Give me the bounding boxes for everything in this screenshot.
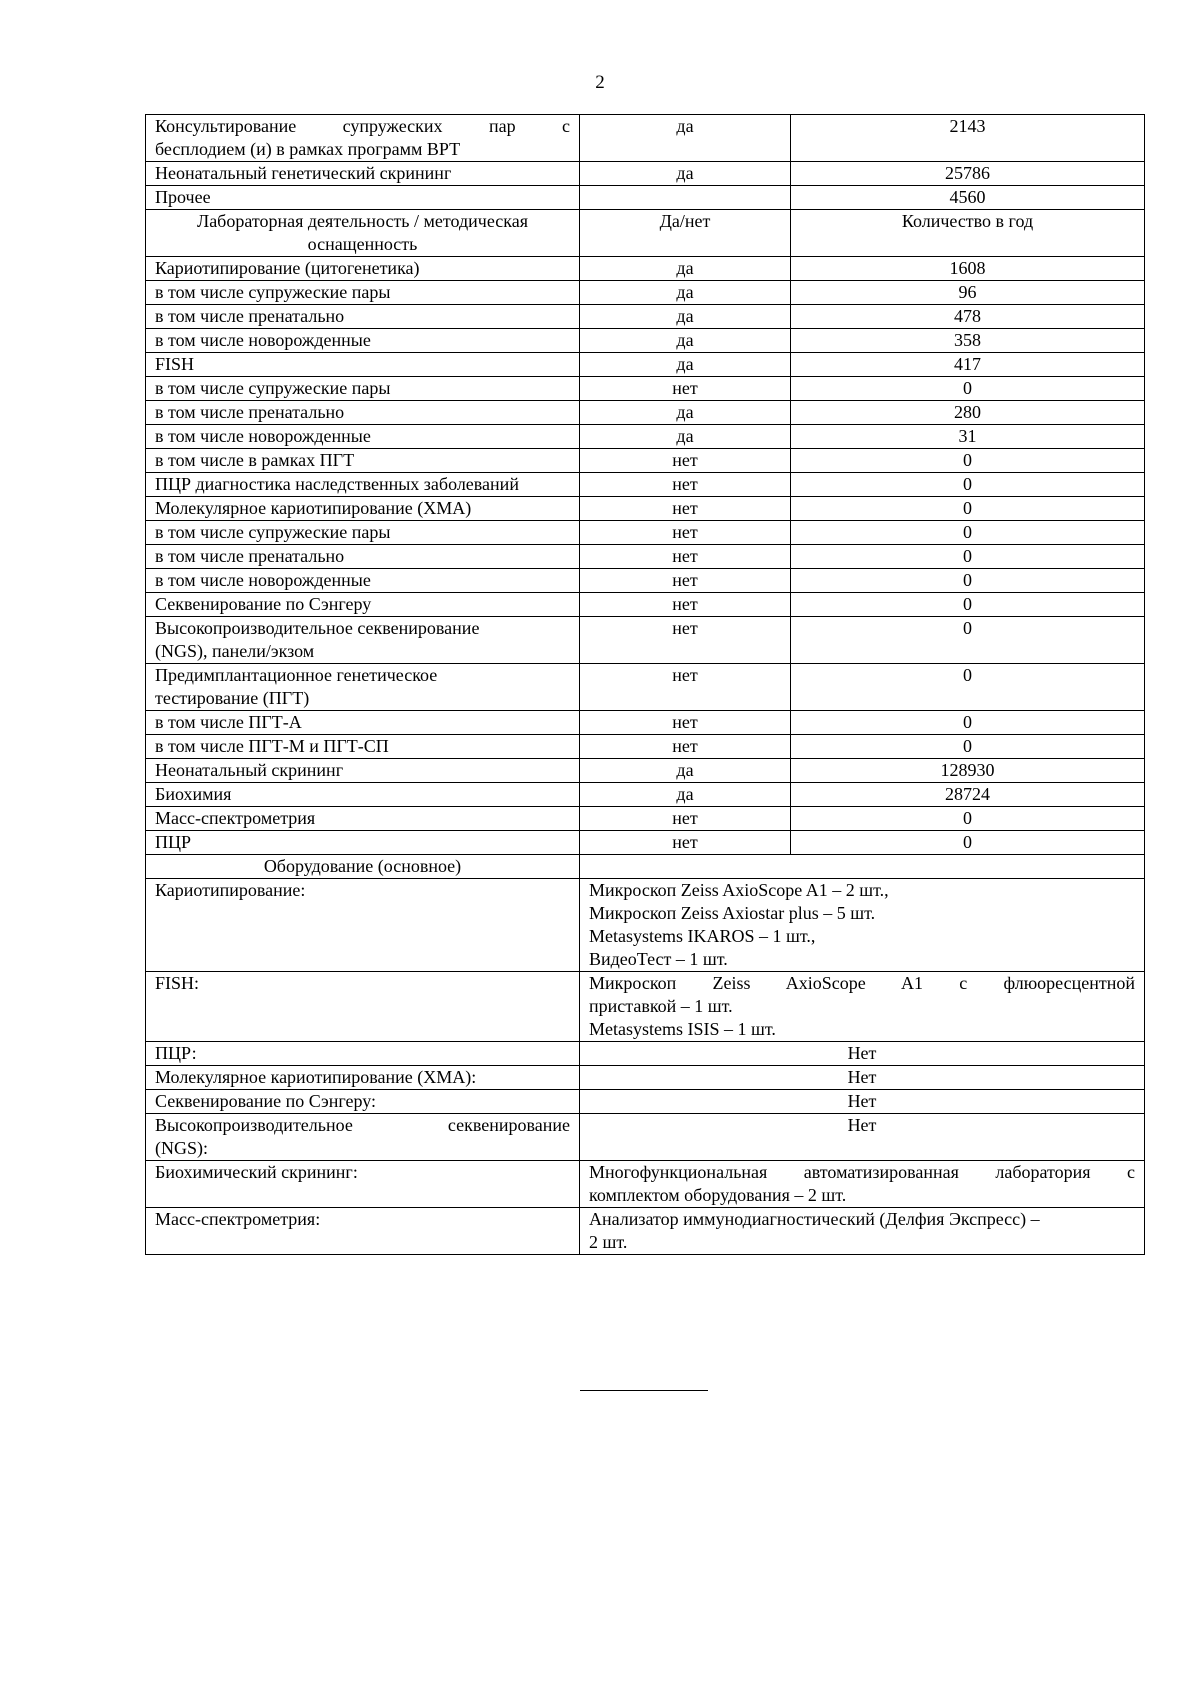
equipment-row xyxy=(146,1042,1145,1066)
equipment-name: Кариотипирование: xyxy=(146,879,580,972)
row-flag: нет xyxy=(580,664,791,711)
row-flag: нет xyxy=(580,521,791,545)
row-count: 25786 xyxy=(791,162,1145,186)
equipment-name: Биохимический скрининг: xyxy=(146,1161,580,1208)
page-number: 2 xyxy=(595,72,605,93)
equipment-row xyxy=(146,1208,1145,1255)
row-count: 0 xyxy=(791,521,1145,545)
table-row xyxy=(146,281,1145,305)
row-flag: нет xyxy=(580,569,791,593)
lab-header-count: Количество в год xyxy=(791,210,1145,257)
equipment-value: Нет xyxy=(580,1114,1145,1161)
table-row xyxy=(146,807,1145,831)
row-name: Биохимия xyxy=(146,783,580,807)
table-row xyxy=(146,617,1145,664)
equipment-rows xyxy=(146,879,1145,1255)
equipment-row xyxy=(146,879,1145,972)
equipment-name: Высокопроизводительное секвенирование (NGS): xyxy=(146,1114,580,1161)
table-row xyxy=(146,305,1145,329)
row-count: 0 xyxy=(791,807,1145,831)
table-row xyxy=(146,593,1145,617)
table-row xyxy=(146,521,1145,545)
row-flag: нет xyxy=(580,497,791,521)
row-name: в том числе супружеские пары xyxy=(146,521,580,545)
table-row xyxy=(146,664,1145,711)
row-count: 4560 xyxy=(791,186,1145,210)
row-name: Предимплантационное генетическое тестирование (ПГТ) xyxy=(146,664,580,711)
row-count: 280 xyxy=(791,401,1145,425)
row-flag: нет xyxy=(580,593,791,617)
table-row xyxy=(146,711,1145,735)
row-name: в том числе супружеские пары xyxy=(146,281,580,305)
row-name: Масс-спектрометрия xyxy=(146,807,580,831)
row-flag: да xyxy=(580,329,791,353)
equipment-row xyxy=(146,1114,1145,1161)
row-name: в том числе пренатально xyxy=(146,305,580,329)
lab-header-flag: Да/нет xyxy=(580,210,791,257)
row-name: Секвенирование по Сэнгеру xyxy=(146,593,580,617)
row-name: Кариотипирование (цитогенетика) xyxy=(146,257,580,281)
table-row xyxy=(146,162,1145,186)
row-count: 417 xyxy=(791,353,1145,377)
table-row xyxy=(146,377,1145,401)
row-count: 478 xyxy=(791,305,1145,329)
row-name: в том числе новорожденные xyxy=(146,329,580,353)
table-row xyxy=(146,115,1145,162)
row-flag: нет xyxy=(580,617,791,664)
row-flag: да xyxy=(580,783,791,807)
row-count: 0 xyxy=(791,473,1145,497)
row-count: 358 xyxy=(791,329,1145,353)
row-name: в том числе в рамках ПГТ xyxy=(146,449,580,473)
row-flag: нет xyxy=(580,735,791,759)
row-flag: да xyxy=(580,759,791,783)
row-name: в том числе новорожденные xyxy=(146,569,580,593)
row-name: в том числе новорожденные xyxy=(146,425,580,449)
row-name: ПЦР диагностика наследственных заболеваний xyxy=(146,473,580,497)
equipment-row xyxy=(146,972,1145,1042)
equipment-value: Анализатор иммунодиагностический (Делфия Экспресс) – 2 шт. xyxy=(580,1208,1145,1255)
equipment-name: Секвенирование по Сэнгеру: xyxy=(146,1090,580,1114)
row-count: 128930 xyxy=(791,759,1145,783)
row-count: 0 xyxy=(791,735,1145,759)
table-row xyxy=(146,353,1145,377)
row-flag: да xyxy=(580,305,791,329)
lab-header-activity: Лабораторная деятельность / методическая оснащенность xyxy=(146,210,580,257)
row-count: 0 xyxy=(791,449,1145,473)
equipment-row xyxy=(146,1066,1145,1090)
equipment-value: Нет xyxy=(580,1042,1145,1066)
table-row xyxy=(146,401,1145,425)
table-row xyxy=(146,329,1145,353)
row-count: 0 xyxy=(791,593,1145,617)
row-flag: да xyxy=(580,353,791,377)
lab-header-row xyxy=(146,210,1145,257)
row-count: 28724 xyxy=(791,783,1145,807)
row-count: 0 xyxy=(791,831,1145,855)
row-flag: нет xyxy=(580,377,791,401)
row-flag: да xyxy=(580,257,791,281)
row-count: 0 xyxy=(791,497,1145,521)
equipment-name: FISH: xyxy=(146,972,580,1042)
row-name: в том числе ПГТ-М и ПГТ-СП xyxy=(146,735,580,759)
row-name: Консультирование супружеских пар с бесплодием (и) в рамках программ ВРТ xyxy=(146,115,580,162)
table-row xyxy=(146,545,1145,569)
row-count: 1608 xyxy=(791,257,1145,281)
equipment-row xyxy=(146,1090,1145,1114)
row-name: в том числе ПГТ-А xyxy=(146,711,580,735)
row-flag: да xyxy=(580,425,791,449)
row-flag: да xyxy=(580,401,791,425)
row-count: 0 xyxy=(791,711,1145,735)
table-row xyxy=(146,783,1145,807)
equipment-value: Микроскоп Zeiss AxioScope A1 – 2 шт., Микроскоп Zeiss Axiostar plus – 5 шт. Metasystems IKAROS – 1 шт., ВидеоТест – 1 шт. xyxy=(580,879,1145,972)
equipment-name: Масс-спектрометрия: xyxy=(146,1208,580,1255)
table-row xyxy=(146,425,1145,449)
equipment-row xyxy=(146,1161,1145,1208)
row-name: в том числе пренатально xyxy=(146,401,580,425)
end-divider xyxy=(580,1390,708,1391)
equipment-name: Молекулярное кариотипирование (ХМА): xyxy=(146,1066,580,1090)
table-row xyxy=(146,735,1145,759)
equipment-value: Нет xyxy=(580,1090,1145,1114)
row-count: 0 xyxy=(791,617,1145,664)
equipment-name: ПЦР: xyxy=(146,1042,580,1066)
row-name: в том числе супружеские пары xyxy=(146,377,580,401)
row-flag: да xyxy=(580,281,791,305)
table-row xyxy=(146,473,1145,497)
row-flag: нет xyxy=(580,831,791,855)
equipment-header-row xyxy=(146,855,1145,879)
row-count: 2143 xyxy=(791,115,1145,162)
row-name: Неонатальный скрининг xyxy=(146,759,580,783)
row-name: FISH xyxy=(146,353,580,377)
row-count: 96 xyxy=(791,281,1145,305)
row-count: 0 xyxy=(791,664,1145,711)
row-flag: нет xyxy=(580,473,791,497)
row-flag xyxy=(580,186,791,210)
row-flag: да xyxy=(580,115,791,162)
table-row xyxy=(146,186,1145,210)
table-row xyxy=(146,831,1145,855)
equipment-header: Оборудование (основное) xyxy=(146,855,580,879)
row-name: в том числе пренатально xyxy=(146,545,580,569)
row-flag: нет xyxy=(580,449,791,473)
row-count: 31 xyxy=(791,425,1145,449)
row-flag: нет xyxy=(580,545,791,569)
equipment-value: Микроскоп Zeiss AxioScope A1 с флюоресцентной приставкой – 1 шт. Metasystems ISIS – 1 шт. xyxy=(580,972,1145,1042)
table-row xyxy=(146,569,1145,593)
genetics-table xyxy=(145,114,1145,1255)
row-flag: да xyxy=(580,162,791,186)
lab-rows xyxy=(146,257,1145,855)
row-name: Молекулярное кариотипирование (ХМА) xyxy=(146,497,580,521)
row-flag: нет xyxy=(580,807,791,831)
row-name: Прочее xyxy=(146,186,580,210)
equipment-header-empty xyxy=(580,855,1145,879)
row-count: 0 xyxy=(791,377,1145,401)
row-count: 0 xyxy=(791,569,1145,593)
row-name: Неонатальный генетический скрининг xyxy=(146,162,580,186)
equipment-value: Нет xyxy=(580,1066,1145,1090)
row-name: Высокопроизводительное секвенирование (NGS), панели/экзом xyxy=(146,617,580,664)
table-row xyxy=(146,759,1145,783)
table-row xyxy=(146,497,1145,521)
row-name: ПЦР xyxy=(146,831,580,855)
table-row xyxy=(146,449,1145,473)
equipment-value: Многофункциональная автоматизированная лаборатория с комплектом оборудования – 2 шт. xyxy=(580,1161,1145,1208)
row-flag: нет xyxy=(580,711,791,735)
table-row xyxy=(146,257,1145,281)
row-count: 0 xyxy=(791,545,1145,569)
